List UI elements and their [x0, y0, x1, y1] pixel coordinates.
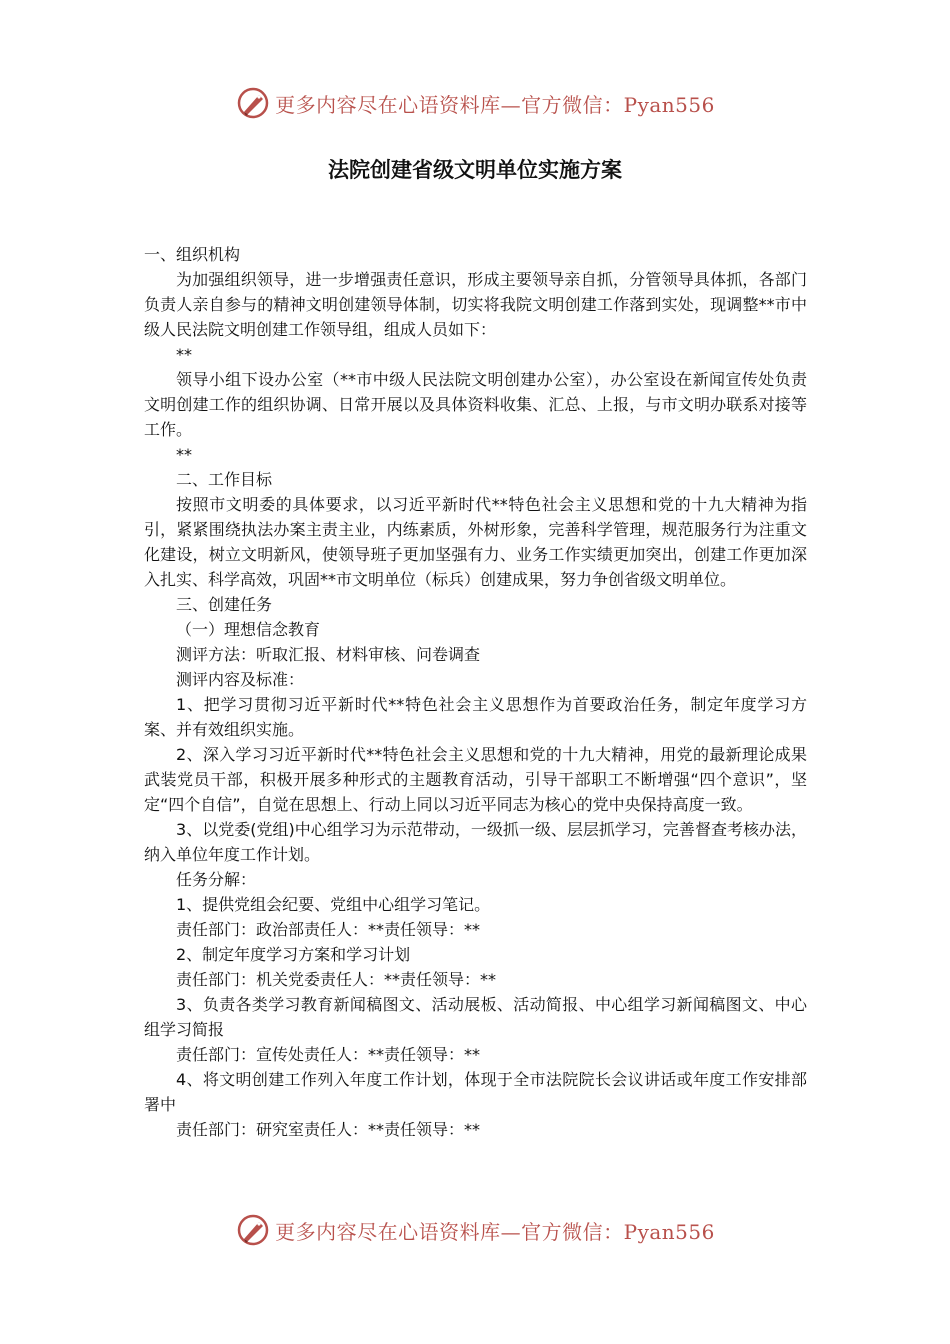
paragraph: 三、创建任务	[176, 595, 273, 614]
paragraph: 测评方法：听取汇报、材料审核、问卷调查	[176, 645, 481, 664]
paragraph: 2、制定年度学习方案和学习计划	[176, 945, 411, 964]
watermark-text: 更多内容尽在心语资料库—官方微信：Pyan556	[275, 1219, 715, 1244]
paragraph: 2、深入学习习近平新时代**特色社会主义思想和党的十九大精神，用党的最新理论成果武装党员干部，积极开展多种形式的主题教育活动，引导干部职工不断增强“四个意识”，坚定“四个自信”，自觉在思想上、行动上同以习近平同志为核心的党中央保持高度一致。	[144, 745, 807, 814]
pen-nib-logo-icon	[235, 1212, 271, 1248]
document-body	[144, 242, 807, 1142]
paragraph: 按照市文明委的具体要求，以习近平新时代**特色社会主义思想和党的十九大精神为指引，紧紧围绕执法办案主责主业，内练素质，外树形象，完善科学管理，规范服务行为注重文化建设，树立文明新风，使领导班子更加坚强有力、业务工作实绩更加突出，创建工作更加深入扎实、科学高效，巩固**市文明单位（标兵）创建成果，努力争创省级文明单位。	[144, 495, 807, 589]
paragraph: （一）理想信念教育	[176, 620, 321, 639]
top-watermark-banner	[0, 83, 950, 123]
paragraph: 1、把学习贯彻习近平新时代**特色社会主义思想作为首要政治任务，制定年度学习方案、并有效组织实施。	[144, 695, 807, 739]
paragraph: 领导小组下设办公室（**市中级人民法院文明创建办公室），办公室设在新闻宣传处负责文明创建工作的组织协调、日常开展以及具体资料收集、汇总、上报，与市文明办联系对接等工作。	[144, 370, 807, 439]
paragraph: 4、将文明创建工作列入年度工作计划，体现于全市法院院长会议讲话或年度工作安排部署中	[144, 1070, 807, 1114]
watermark-text: 更多内容尽在心语资料库—官方微信：Pyan556	[275, 92, 715, 117]
paragraph: 二、工作目标	[176, 470, 273, 489]
paragraph: 测评内容及标准：	[176, 670, 305, 689]
document-title: 法院创建省级文明单位实施方案	[328, 158, 622, 182]
paragraph: 3、以党委(党组)中心组学习为示范带动，一级抓一级、层层抓学习，完善督查考核办法，纳入单位年度工作计划。	[144, 820, 807, 864]
paragraph: 责任部门：宣传处责任人：**责任领导：**	[176, 1045, 481, 1064]
paragraph: 为加强组织领导，进一步增强责任意识，形成主要领导亲自抓，分管领导具体抓，各部门负责人亲自参与的精神文明创建领导体制，切实将我院文明创建工作落到实处，现调整**市中级人民法院文明创建工作领导组，组成人员如下：	[144, 270, 807, 339]
paragraph: 责任部门：机关党委责任人：**责任领导：**	[176, 970, 497, 989]
paragraph: 任务分解：	[176, 870, 257, 889]
paragraph: 1、提供党组会纪要、党组中心组学习笔记。	[176, 895, 491, 914]
paragraph: 3、负责各类学习教育新闻稿图文、活动展板、活动简报、中心组学习新闻稿图文、中心组学习简报	[144, 995, 807, 1039]
paragraph: 责任部门：研究室责任人：**责任领导：**	[176, 1120, 481, 1139]
pen-nib-logo-icon	[235, 85, 271, 121]
paragraph: 责任部门：政治部责任人：**责任领导：**	[176, 920, 481, 939]
paragraph: **	[176, 445, 192, 464]
bottom-watermark-banner	[0, 1210, 950, 1250]
paragraph: 一、组织机构	[144, 245, 241, 264]
paragraph: **	[176, 345, 192, 364]
